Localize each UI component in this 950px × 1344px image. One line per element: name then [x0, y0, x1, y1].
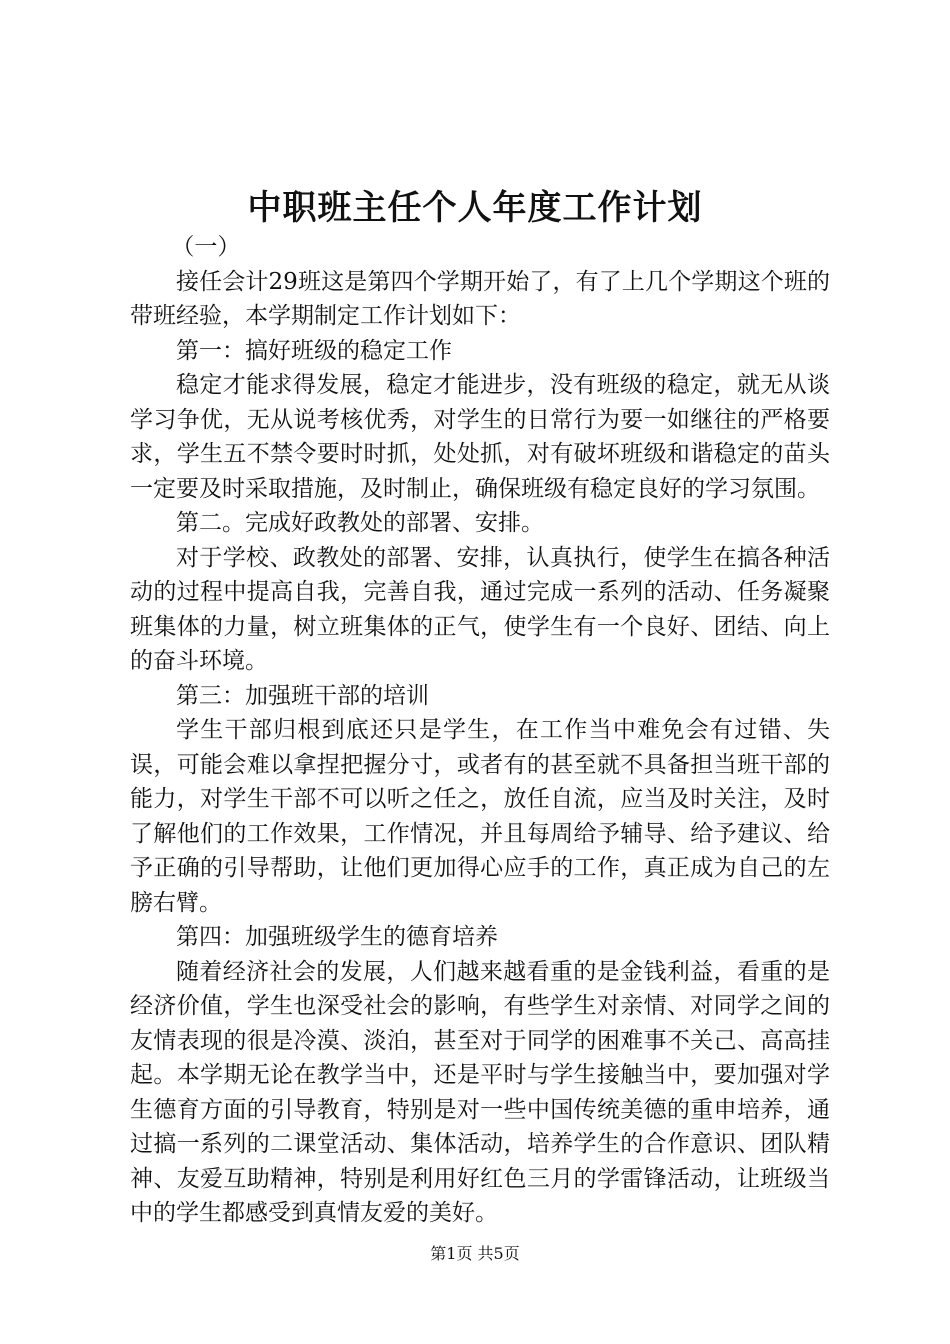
heading-item-3: 第三：加强班干部的培训	[176, 682, 429, 709]
heading-item-2: 第二。完成好政教处的部署、安排。	[176, 510, 544, 536]
paragraph-item-3: 学生干部归根到底还只是学生，在工作当中难免会有过错、失误，可能会难以拿捏把握分寸，或者有的甚至就不具备担当班干部的能力，对学生干部不可以听之任之，放任自流，应当及时关注，及时了解他们的工作效果，工作情况，并且每周给予辅导、给予建议、给予正确的引导帮助，让他们更加得心应手的工作，真正成为自己的左膀右臂。	[130, 717, 830, 916]
heading-item-1: 第一：搞好班级的稳定工作	[176, 337, 452, 364]
heading-item-4: 第四：加强班级学生的德育培养	[176, 924, 498, 950]
page-footer: 第1页 共5页	[430, 1244, 520, 1263]
document-title: 中职班主任个人年度工作计划	[247, 188, 703, 228]
paragraph-item-2: 对于学校、政教处的部署、安排，认真执行，使学生在搞各种活动的过程中提高自我，完善自我，通过完成一系列的活动、任务凝聚班集体的力量，树立班集体的正气，使学生有一个良好、团结、向上的奋斗环境。	[130, 544, 830, 674]
document-body	[130, 230, 830, 1231]
paragraph-item-1: 稳定才能求得发展，稳定才能进步，没有班级的稳定，就无从谈学习争优，无从说考核优秀，对学生的日常行为要一如继往的严格要求，学生五不禁令要时时抓，处处抓，对有破坏班级和谐稳定的苗头一定要及时采取措施，及时制止，确保班级有稳定良好的学习氛围。	[130, 372, 830, 502]
paragraph-item-4: 随着经济社会的发展，人们越来越看重的是金钱利益，看重的是经济价值，学生也深受社会的影响，有些学生对亲情、对同学之间的友情表现的很是冷漠、淡泊，甚至对于同学的困难事不关己、高高挂起。本学期无论在教学当中，还是平时与学生接触当中，要加强对学生德育方面的引导教育，特别是对一些中国传统美德的重申培养，通过搞一系列的二课堂活动、集体活动，培养学生的合作意识、团队精神、友爱互助精神，特别是利用好红色三月的学雷锋活动，让班级当中的学生都感受到真情友爱的美好。	[130, 958, 830, 1226]
paragraph-intro: 接任会计29班这是第四个学期开始了，有了上几个学期这个班的带班经验，本学期制定工作计划如下：	[130, 268, 830, 329]
section-marker: （一）	[171, 234, 241, 260]
